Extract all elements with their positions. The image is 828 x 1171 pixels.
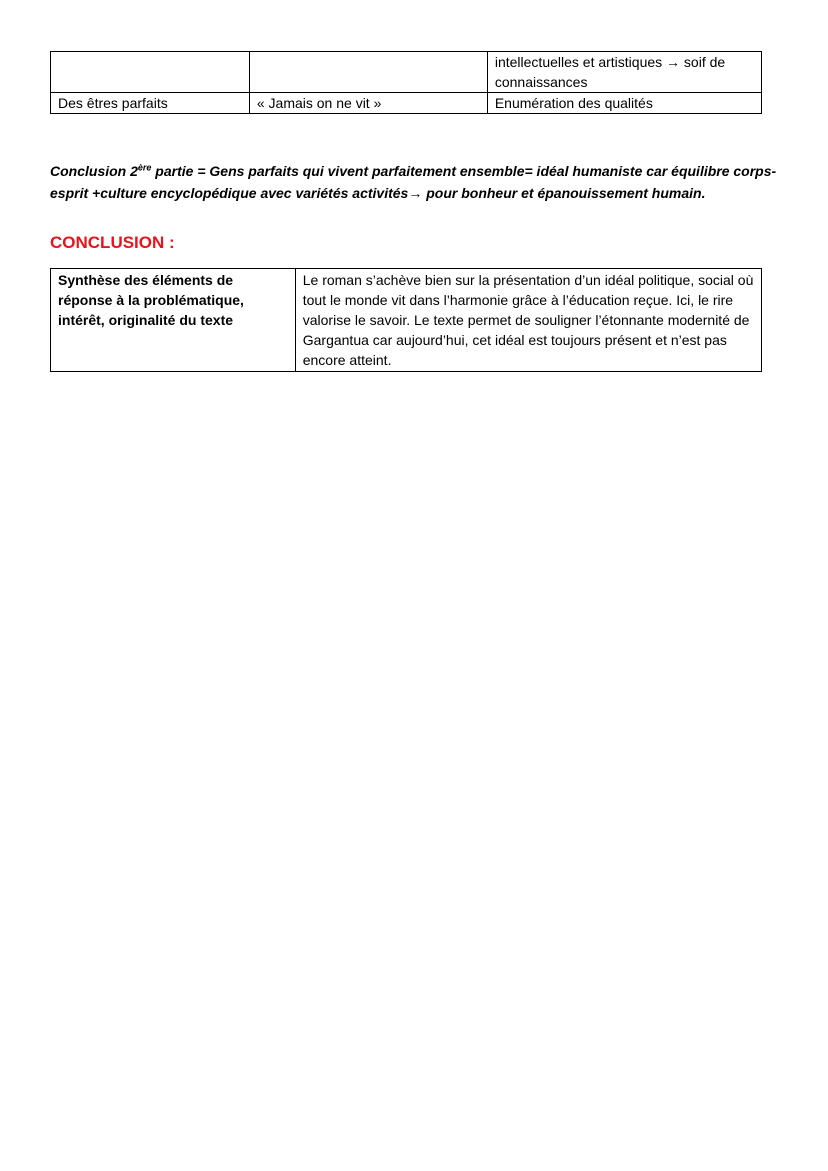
table-cell: Des êtres parfaits	[51, 93, 250, 114]
note-body: partie = Gens parfaits qui vivent parfaitement ensemble= idéal humaniste car équilibre corps-esprit +culture encyclopédique avec variétés activités→ pour bonheur et épanouissement humain.	[50, 163, 777, 201]
table-cell	[249, 52, 487, 93]
synthesis-label: Synthèse des éléments de réponse à la problématique, intérêt, originalité du texte	[51, 269, 296, 372]
table-row	[51, 269, 762, 372]
table-row	[51, 93, 762, 114]
table-cell	[51, 52, 250, 93]
table-cell: intellectuelles et artistiques → soif de connaissances	[487, 52, 761, 93]
note-prefix: Conclusion 2	[50, 163, 138, 179]
conclusion-table	[50, 268, 762, 372]
table-cell: « Jamais on ne vit »	[249, 93, 487, 114]
conclusion-heading: CONCLUSION :	[50, 233, 175, 252]
note-superscript: ère	[137, 162, 152, 173]
synthesis-text: Le roman s’achève bien sur la présentation d’un idéal politique, social où tout le monde vit dans l’harmonie grâce à l’éducation reçue. Ici, le rire valorise le savoir. Le texte permet de souligner l’étonnante modernité de Gargantua car aujourd’hui, cet idéal est toujours présent et n’est pas encore atteint.	[295, 269, 761, 372]
table-row	[51, 52, 762, 93]
table-cell: Enumération des qualités	[487, 93, 761, 114]
part-conclusion-note	[50, 160, 790, 204]
analysis-table	[50, 51, 762, 114]
